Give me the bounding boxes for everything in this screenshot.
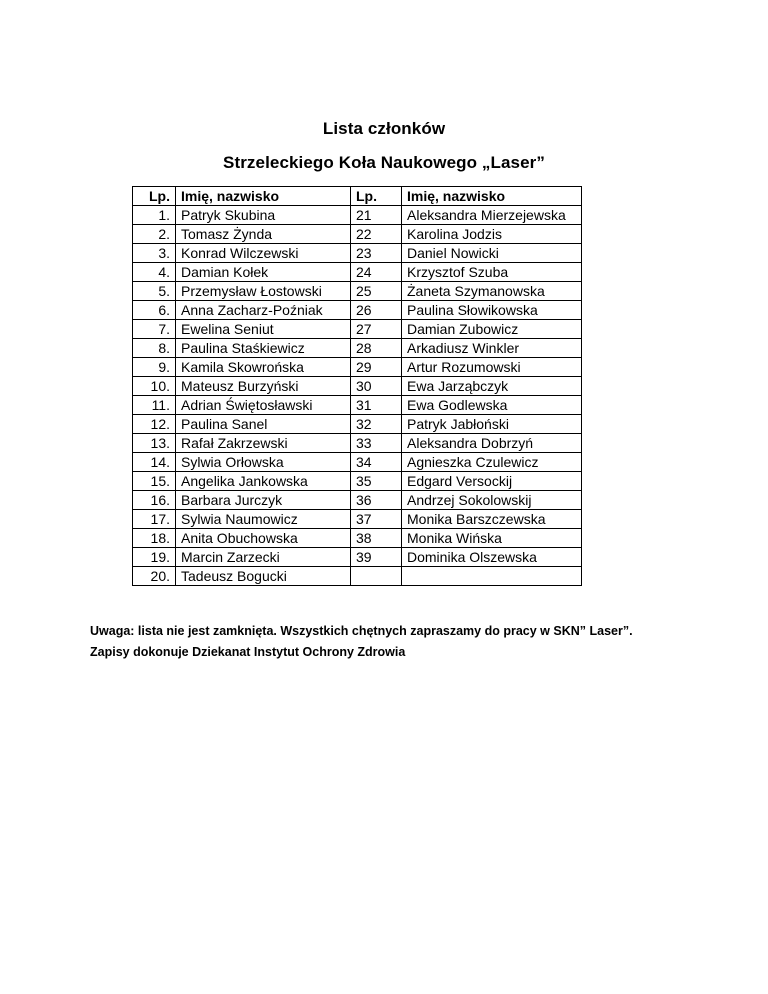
table-row	[133, 434, 582, 453]
table-row	[133, 529, 582, 548]
note-line-1: Uwaga: lista nie jest zamknięta. Wszystkich chętnych zapraszamy do pracy w SKN” Laser”.	[90, 624, 633, 638]
row-name: Konrad Wilczewski	[176, 244, 351, 263]
row-lp-2: 25	[351, 282, 402, 301]
row-name: Sylwia Orłowska	[176, 453, 351, 472]
table-row	[133, 415, 582, 434]
row-lp: 3.	[133, 244, 176, 263]
row-name: Patryk Skubina	[176, 206, 351, 225]
row-name: Tadeusz Bogucki	[176, 567, 351, 586]
row-name: Anna Zacharz-Poźniak	[176, 301, 351, 320]
row-name-2: Monika Barszczewska	[402, 510, 582, 529]
row-lp: 1.	[133, 206, 176, 225]
row-lp-2: 32	[351, 415, 402, 434]
row-name-2: Artur Rozumowski	[402, 358, 582, 377]
row-name-2: Ewa Jarząbczyk	[402, 377, 582, 396]
table-row	[133, 396, 582, 415]
row-lp: 16.	[133, 491, 176, 510]
document-subtitle: Strzeleckiego Koła Naukowego „Laser”	[223, 153, 545, 172]
row-lp-2: 31	[351, 396, 402, 415]
row-lp: 4.	[133, 263, 176, 282]
table-row	[133, 244, 582, 263]
row-name-2: Edgard Versockij	[402, 472, 582, 491]
row-name-2: Monika Wińska	[402, 529, 582, 548]
row-name-2: Arkadiusz Winkler	[402, 339, 582, 358]
row-name: Rafał Zakrzewski	[176, 434, 351, 453]
row-lp: 18.	[133, 529, 176, 548]
row-lp-2: 26	[351, 301, 402, 320]
row-name: Paulina Staśkiewicz	[176, 339, 351, 358]
note-line-2: Zapisy dokonuje Dziekanat Instytut Ochrony Zdrowia	[90, 645, 406, 659]
table-row	[133, 567, 582, 586]
table-row	[133, 301, 582, 320]
row-lp: 15.	[133, 472, 176, 491]
header-name: Imię, nazwisko	[176, 187, 351, 206]
row-lp: 19.	[133, 548, 176, 567]
row-name: Marcin Zarzecki	[176, 548, 351, 567]
row-name: Sylwia Naumowicz	[176, 510, 351, 529]
row-lp-2: 27	[351, 320, 402, 339]
row-name-2: Agnieszka Czulewicz	[402, 453, 582, 472]
row-name-2: Paulina Słowikowska	[402, 301, 582, 320]
row-lp: 17.	[133, 510, 176, 529]
row-lp-2: 29	[351, 358, 402, 377]
header-lp-2: Lp.	[351, 187, 402, 206]
table-row	[133, 225, 582, 244]
row-lp-2: 36	[351, 491, 402, 510]
row-lp: 5.	[133, 282, 176, 301]
row-name-2	[402, 567, 582, 586]
row-name: Anita Obuchowska	[176, 529, 351, 548]
row-lp-2: 33	[351, 434, 402, 453]
row-name-2: Damian Zubowicz	[402, 320, 582, 339]
table-row	[133, 282, 582, 301]
table-row	[133, 358, 582, 377]
row-lp-2: 22	[351, 225, 402, 244]
row-lp: 11.	[133, 396, 176, 415]
row-lp: 7.	[133, 320, 176, 339]
row-name-2: Andrzej Sokolowskij	[402, 491, 582, 510]
table-row	[133, 206, 582, 225]
row-lp-2: 37	[351, 510, 402, 529]
row-lp: 8.	[133, 339, 176, 358]
table-row	[133, 472, 582, 491]
row-name: Paulina Sanel	[176, 415, 351, 434]
members-table	[132, 186, 582, 586]
row-name: Angelika Jankowska	[176, 472, 351, 491]
row-lp: 12.	[133, 415, 176, 434]
row-lp: 10.	[133, 377, 176, 396]
row-lp: 13.	[133, 434, 176, 453]
row-name: Barbara Jurczyk	[176, 491, 351, 510]
row-name-2: Daniel Nowicki	[402, 244, 582, 263]
row-name-2: Krzysztof Szuba	[402, 263, 582, 282]
row-lp: 20.	[133, 567, 176, 586]
table-row	[133, 263, 582, 282]
row-lp-2: 39	[351, 548, 402, 567]
row-lp: 9.	[133, 358, 176, 377]
row-lp-2	[351, 567, 402, 586]
row-name-2: Aleksandra Mierzejewska	[402, 206, 582, 225]
row-name: Ewelina Seniut	[176, 320, 351, 339]
row-lp-2: 38	[351, 529, 402, 548]
row-lp: 14.	[133, 453, 176, 472]
row-lp-2: 28	[351, 339, 402, 358]
row-lp: 6.	[133, 301, 176, 320]
table-row	[133, 491, 582, 510]
row-lp-2: 21	[351, 206, 402, 225]
row-lp-2: 23	[351, 244, 402, 263]
row-name: Damian Kołek	[176, 263, 351, 282]
table-row	[133, 453, 582, 472]
row-name-2: Patryk Jabłoński	[402, 415, 582, 434]
row-lp-2: 30	[351, 377, 402, 396]
table-header-row	[133, 187, 582, 206]
row-name-2: Aleksandra Dobrzyń	[402, 434, 582, 453]
table-row	[133, 339, 582, 358]
row-lp-2: 24	[351, 263, 402, 282]
row-name: Mateusz Burzyński	[176, 377, 351, 396]
row-name: Kamila Skowrońska	[176, 358, 351, 377]
table-row	[133, 510, 582, 529]
row-lp-2: 34	[351, 453, 402, 472]
row-name-2: Dominika Olszewska	[402, 548, 582, 567]
row-lp-2: 35	[351, 472, 402, 491]
row-name-2: Karolina Jodzis	[402, 225, 582, 244]
row-name-2: Żaneta Szymanowska	[402, 282, 582, 301]
row-name: Przemysław Łostowski	[176, 282, 351, 301]
row-lp: 2.	[133, 225, 176, 244]
table-row	[133, 320, 582, 339]
document-title: Lista członków	[322, 119, 446, 138]
row-name-2: Ewa Godlewska	[402, 396, 582, 415]
header-lp: Lp.	[133, 187, 176, 206]
header-name-2: Imię, nazwisko	[402, 187, 582, 206]
table-row	[133, 548, 582, 567]
row-name: Adrian Świętosławski	[176, 396, 351, 415]
table-row	[133, 377, 582, 396]
row-name: Tomasz Żynda	[176, 225, 351, 244]
